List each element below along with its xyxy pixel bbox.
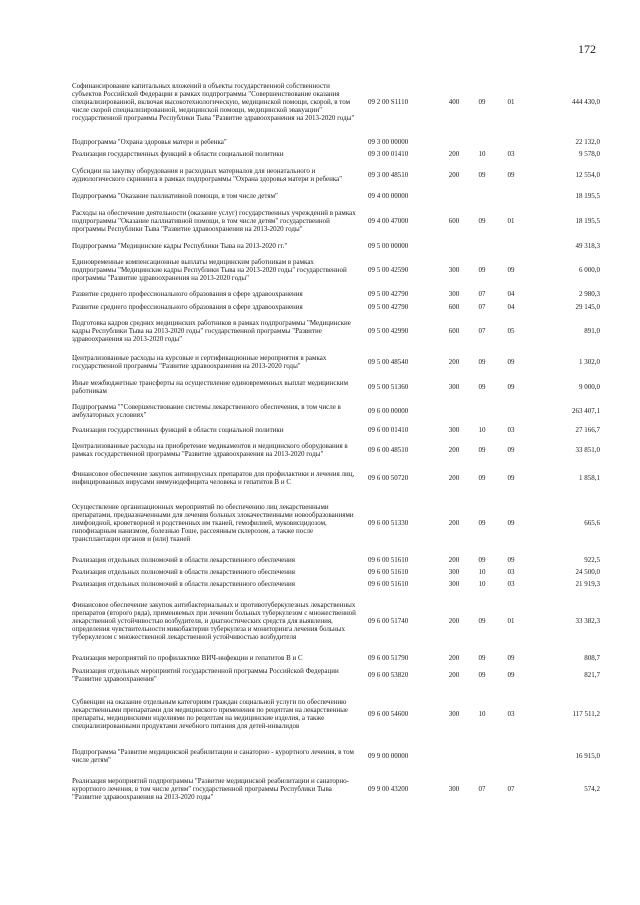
- cell-amount: 263 407,1: [572, 407, 600, 415]
- table-row: [72, 314, 600, 348]
- cell-c3: 01: [507, 617, 515, 625]
- cell-c3: 07: [507, 785, 515, 793]
- cell-c1: 300: [448, 580, 460, 588]
- cell-c3: 03: [507, 580, 515, 588]
- cell-name: Централизованные расходы на приобретение медикаментов и медицинского оборудования в рамках государственной программы "Развитие здравоохранения на 2013-2020 годы": [72, 442, 348, 458]
- cell-c1: 300: [448, 568, 460, 576]
- cell-c3: 03: [507, 710, 515, 718]
- cell-c1: 400: [448, 98, 460, 106]
- cell-amount: 24 500,0: [575, 568, 600, 576]
- cell-c1: 200: [448, 150, 460, 158]
- cell-name: Централизованные расходы на курсовые и сертификационные мероприятия в рамках государственной программы "Развитие здравоохранения на 2013-2020 годы": [72, 354, 327, 370]
- table-row: [72, 566, 600, 578]
- cell-name: Финансовое обеспечение закупок антивирусных препаратов для профилактики и лечения лиц, инфицированных вирусами иммунодефицита человека и гепатитов В и С: [72, 470, 355, 486]
- cell-name: Подпрограмма ""Совершенствование системы лекарственного обеспечения, в том числе в амбулаторных условиях": [72, 403, 341, 419]
- cell-c3: 01: [507, 98, 515, 106]
- cell-amount: 821,7: [584, 671, 600, 679]
- cell-code: 09 6 00 51610: [368, 568, 409, 576]
- cell-name: Иные межбюджетные трансферты на осуществление единовременных выплат медицинским работникам: [72, 379, 349, 395]
- cell-amount: 12 554,0: [575, 171, 600, 179]
- cell-name: Подпрограмма "Медицинские кадры Республики Тыва на 2013-2020 гг.": [72, 242, 288, 250]
- table-row: [72, 590, 600, 652]
- cell-c2: 09: [478, 266, 486, 274]
- cell-amount: 18 195,5: [575, 192, 600, 200]
- cell-amount: 29 145,0: [575, 303, 600, 311]
- table-row: [72, 464, 600, 492]
- cell-c2: 09: [478, 474, 486, 482]
- cell-code: 09 6 00 00000: [368, 407, 409, 415]
- cell-code: 09 6 00 51740: [368, 617, 409, 625]
- budget-table: [72, 68, 600, 808]
- table-row: [72, 68, 600, 136]
- cell-code: 09 5 00 48540: [368, 358, 409, 366]
- table-row: [72, 742, 600, 770]
- cell-c2: 09: [478, 217, 486, 225]
- cell-c1: 300: [448, 785, 460, 793]
- cell-c1: 200: [448, 474, 460, 482]
- cell-c1: 300: [448, 383, 460, 391]
- cell-c3: 09: [507, 446, 515, 454]
- cell-amount: 891,0: [584, 327, 600, 335]
- cell-amount: 18 195,5: [575, 217, 600, 225]
- table-row: [72, 770, 600, 808]
- cell-amount: 2 980,3: [579, 290, 600, 298]
- cell-name: Подпрограмма "Оказание паллиативной помощи, в том числе детям": [72, 192, 278, 200]
- cell-name: Развитие среднего профессионального образования в сфере здравоохранения: [72, 290, 303, 298]
- table-row: [72, 424, 600, 436]
- cell-name: Единовременные компенсационные выплаты медицинским работникам в рамках подпрограммы "Медицинские кадры Республики Тыва на 2013-2020 годы" государственной программы "Развитие здравоохранения на 2013-2020 годы": [72, 258, 347, 282]
- cell-c1: 300: [448, 290, 460, 298]
- table-row: [72, 252, 600, 288]
- cell-code: 09 5 00 42790: [368, 303, 409, 311]
- cell-c3: 09: [507, 383, 515, 391]
- cell-name: Расходы на обеспечение деятельности (оказание услуг) государственных учреждений в рамках подпрограммы "Оказание паллиативной помощи, в том числе детям" государственной программы Республики Тыва "Развитие здравоохранения на 2013-2020 годы": [72, 209, 356, 233]
- cell-c3: 09: [507, 519, 515, 527]
- cell-c1: 300: [448, 426, 460, 434]
- table-row: [72, 148, 600, 160]
- cell-c3: 09: [507, 474, 515, 482]
- table-row: [72, 202, 600, 240]
- cell-code: 09 9 00 43200: [368, 785, 409, 793]
- cell-code: 09 3 00 01410: [368, 150, 409, 158]
- cell-amount: 117 511,2: [572, 710, 600, 718]
- cell-code: 09 6 00 48510: [368, 446, 409, 454]
- cell-amount: 33 382,3: [575, 617, 600, 625]
- table-row: [72, 398, 600, 424]
- cell-c3: 09: [507, 556, 515, 564]
- cell-amount: 16 915,0: [575, 752, 600, 760]
- table-row: [72, 240, 600, 252]
- table-row: [72, 160, 600, 190]
- cell-name: Подпрограмма "Развитие медицинской реабилитации и санаторно - курортного лечения, в том числе детям": [72, 748, 354, 764]
- cell-name: Осуществление организационных мероприятий по обеспечению лиц лекарственными препаратами, предназначенными для лечения больных злокачественными новообразованиями лимфоидной, кроветворной и родственных им тканей, гемофилией, муковисцидозом, гипофизарным нанизмом, болезнью Гоше, рассеянным склерозом, а также после трансплантации органов и (или) тканей: [72, 503, 354, 543]
- table-row: [72, 376, 600, 398]
- cell-code: 09 6 00 50720: [368, 474, 409, 482]
- table-row: [72, 348, 600, 376]
- table-row: [72, 136, 600, 148]
- cell-code: 09 5 00 42790: [368, 290, 409, 298]
- cell-amount: 1 302,0: [579, 358, 600, 366]
- cell-c2: 09: [478, 98, 486, 106]
- cell-c1: 300: [448, 710, 460, 718]
- cell-code: 09 5 00 42990: [368, 327, 409, 335]
- table-row: [72, 436, 600, 464]
- cell-code: 09 6 00 54600: [368, 710, 409, 718]
- cell-code: 09 4 00 47000: [368, 217, 409, 225]
- cell-c3: 04: [507, 303, 515, 311]
- cell-c2: 10: [478, 150, 486, 158]
- cell-c3: 03: [507, 426, 515, 434]
- cell-c2: 09: [478, 654, 486, 662]
- cell-c3: 09: [507, 654, 515, 662]
- cell-code: 09 6 00 53820: [368, 671, 409, 679]
- cell-c2: 10: [478, 426, 486, 434]
- cell-c3: 04: [507, 290, 515, 298]
- cell-amount: 444 430,0: [572, 98, 600, 106]
- cell-c2: 07: [478, 303, 486, 311]
- cell-c1: 200: [448, 519, 460, 527]
- cell-amount: 574,2: [584, 785, 600, 793]
- cell-amount: 27 166,7: [575, 426, 600, 434]
- cell-name: Реализация государственных функций в области социальной политики: [72, 150, 284, 158]
- cell-amount: 808,7: [584, 654, 600, 662]
- cell-c2: 09: [478, 383, 486, 391]
- cell-amount: 665,6: [584, 519, 600, 527]
- cell-code: 09 2 00 S1110: [368, 98, 409, 106]
- cell-name: Субсидии на закупку оборудования и расходных материалов для неонатального и аудиологического скрининга в рамках подпрограммы "Охрана здоровья матери и ребенка": [72, 167, 343, 183]
- cell-amount: 33 851,0: [575, 446, 600, 454]
- cell-c2: 10: [478, 568, 486, 576]
- cell-name: Реализация отдельных полномочий в области лекарственного обеспечения: [72, 556, 295, 564]
- cell-name: Реализация отдельных полномочий в области лекарственного обеспечения: [72, 580, 295, 588]
- cell-c1: 200: [448, 556, 460, 564]
- cell-c2: 07: [478, 327, 486, 335]
- cell-name: Подпрограмма "Охрана здоровья матери и ребенка": [72, 138, 227, 146]
- cell-code: 09 3 00 00000: [368, 138, 409, 146]
- cell-c2: 09: [478, 446, 486, 454]
- cell-code: 09 4 00 00000: [368, 192, 409, 200]
- cell-c1: 300: [448, 266, 460, 274]
- cell-c3: 03: [507, 568, 515, 576]
- cell-amount: 49 318,3: [575, 242, 600, 250]
- cell-name: Реализация государственных функций в области социальной политики: [72, 426, 284, 434]
- cell-c2: 09: [478, 519, 486, 527]
- table-row: [72, 578, 600, 590]
- cell-code: 09 5 00 00000: [368, 242, 409, 250]
- table-row: [72, 652, 600, 664]
- cell-name: Реализация мероприятий подпрограммы "Развитие медицинской реабилитации и санаторно-курортного лечения, в том числе детям" государственной программы Республики Тыва "Развитие здравоохранения на 2013-2020 годы": [72, 777, 349, 801]
- cell-name: Реализация мероприятий по профилактике ВИЧ-инфекции и гепатитов В и С: [72, 654, 303, 662]
- cell-amount: 6 000,0: [579, 266, 600, 274]
- cell-c3: 03: [507, 150, 515, 158]
- cell-c1: 200: [448, 446, 460, 454]
- cell-code: 09 5 00 51360: [368, 383, 409, 391]
- cell-name: Финансовое обеспечение закупок антибактериальных и противотуберкулезных лекарственных препаратов (второго ряда), применяемых при лечении больных туберкулезом с множественной лекарственной устойчивостью возбудителя, и диагностических средств для выявления, определения чувствительности микобактерии туберкулеза и мониторинга лечения больных туберкулезом с множественной лекарственной устойчивостью возбудителя: [72, 601, 356, 641]
- cell-code: 09 9 00 00000: [368, 752, 409, 760]
- cell-c2: 09: [478, 556, 486, 564]
- page-number: 172: [578, 42, 596, 56]
- cell-c1: 200: [448, 671, 460, 679]
- cell-c2: 07: [478, 785, 486, 793]
- cell-c2: 09: [478, 171, 486, 179]
- cell-amount: 22 132,0: [575, 138, 600, 146]
- cell-name: Софинансирование капитальных вложений в объекты государственной собственности субъектов Российской Федерации в рамках подпрограммы "Совершенствование оказания специализированной, включая высокотехнологическую, медицинской помощи, скорой, в том числе скорой специализированной, медицинской помощи, медицинской эвакуации" государственной программы Республики Тыва "Развитие здравоохранения на 2013-2020 годы": [72, 82, 355, 122]
- table-row: [72, 288, 600, 300]
- cell-code: 09 3 00 48510: [368, 171, 409, 179]
- cell-c1: 600: [448, 327, 460, 335]
- cell-c1: 200: [448, 358, 460, 366]
- cell-code: 09 6 00 51330: [368, 519, 409, 527]
- cell-amount: 922,5: [584, 556, 600, 564]
- cell-c3: 09: [507, 358, 515, 366]
- cell-c3: 01: [507, 217, 515, 225]
- table-row: [72, 190, 600, 202]
- table-row: [72, 554, 600, 566]
- cell-code: 09 5 00 42590: [368, 266, 409, 274]
- cell-amount: 1 858,1: [579, 474, 600, 482]
- table-row: [72, 300, 600, 314]
- cell-name: Реализация отдельных полномочий в области лекарственного обеспечения: [72, 568, 295, 576]
- cell-name: Подготовка кадров средних медицинских работников в рамках подпрограммы "Медицинские кадры Республики Тыва на 2013-2020 годы" государственной программы "Развитие здравоохранения на 2013-2020 годы": [72, 319, 351, 343]
- cell-name: Реализация отдельных мероприятий государственной программы Российской Федерации "Развитие здравоохранения": [72, 667, 339, 683]
- cell-c3: 09: [507, 171, 515, 179]
- cell-c1: 600: [448, 303, 460, 311]
- cell-c1: 200: [448, 617, 460, 625]
- cell-amount: 9 578,0: [579, 150, 600, 158]
- cell-c1: 200: [448, 171, 460, 179]
- cell-code: 09 6 00 51610: [368, 556, 409, 564]
- cell-amount: 21 919,3: [575, 580, 600, 588]
- cell-c3: 09: [507, 671, 515, 679]
- cell-c1: 200: [448, 654, 460, 662]
- cell-c1: 600: [448, 217, 460, 225]
- table-row: [72, 686, 600, 742]
- cell-c2: 10: [478, 580, 486, 588]
- cell-code: 09 6 00 51790: [368, 654, 409, 662]
- cell-c2: 10: [478, 710, 486, 718]
- cell-c2: 09: [478, 358, 486, 366]
- cell-name: Развитие среднего профессионального образования в сфере здравоохранения: [72, 303, 303, 311]
- cell-c3: 09: [507, 266, 515, 274]
- cell-c2: 09: [478, 617, 486, 625]
- cell-code: 09 6 00 51610: [368, 580, 409, 588]
- table-row: [72, 492, 600, 554]
- cell-code: 09 6 00 01410: [368, 426, 409, 434]
- cell-name: Субвенции на оказание отдельным категориям граждан социальной услуги по обеспечению лекарственными препаратами для медицинского применения по рецептам на лекарственные препараты, медицинскими изделиями по рецептам на медицинские изделия, а также специализированными продуктами лечебного питания для детей-инвалидов: [72, 698, 349, 730]
- cell-c3: 05: [507, 327, 515, 335]
- table-row: [72, 664, 600, 686]
- cell-c2: 07: [478, 290, 486, 298]
- cell-amount: 9 000,0: [579, 383, 600, 391]
- cell-c2: 09: [478, 671, 486, 679]
